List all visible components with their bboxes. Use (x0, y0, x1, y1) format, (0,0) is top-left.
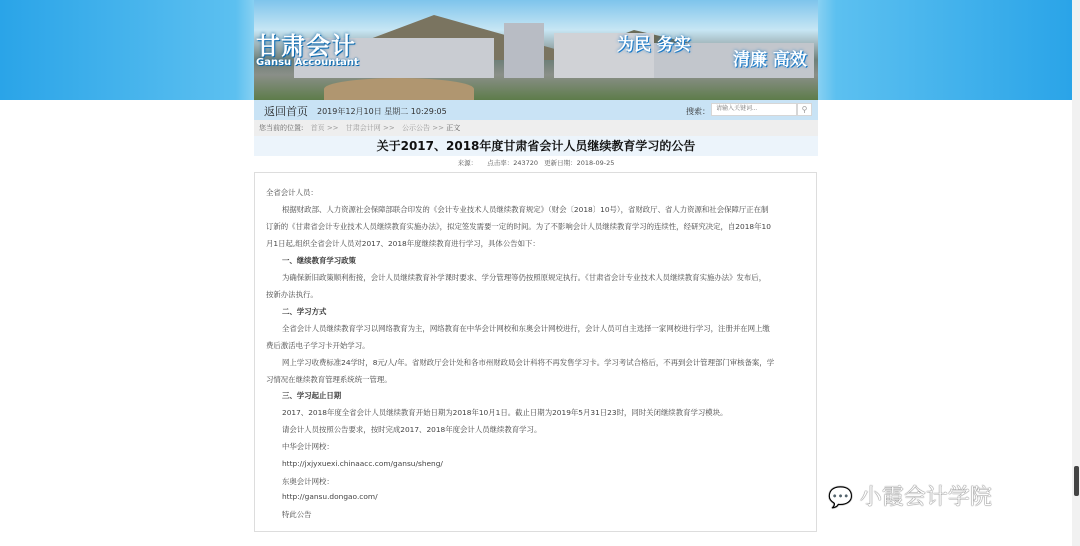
paragraph-line: 月1日起,组织全省会计人员对2017、2018年度继续教育进行学习，具体公告如下： (266, 239, 540, 248)
paragraph-line: 按新办法执行。 (266, 290, 318, 299)
scrollbar-thumb[interactable] (1074, 466, 1079, 496)
breadcrumb-prefix: 您当前的位置: (259, 124, 304, 132)
source: 来源： (457, 159, 478, 167)
paragraph-line: 中华会计网校： (282, 442, 334, 451)
article-title: 关于2017、2018年度甘肃省会计人员继续教育学习的公告 (254, 136, 818, 156)
dongao-link[interactable]: http://gansu.dongao.com/ (282, 492, 378, 501)
scrollbar[interactable] (1072, 0, 1080, 546)
update-date: 更新日期：2018-09-25 (544, 159, 615, 167)
search-input[interactable] (711, 103, 797, 116)
slogan-1: 为民 务实 (617, 35, 691, 55)
article-body (254, 172, 817, 532)
watermark (828, 480, 992, 511)
search-label: 搜索： (686, 107, 710, 116)
site-logo-en: Gansu Accountant (256, 57, 359, 68)
breadcrumb (254, 120, 818, 136)
site-logo[interactable]: 甘肃会计 (256, 32, 356, 60)
nav-bar (254, 100, 818, 120)
chinaacc-link[interactable]: http://jxjyxuexi.chinaacc.com/gansu/sheng/ (282, 459, 443, 468)
header-banner (0, 0, 1072, 100)
salutation: 全省会计人员： (266, 188, 318, 197)
magnifier-icon: ⚲ (801, 105, 808, 114)
paragraph-line: 2017、2018年度全省会计人员继续教育开始日期为2018年10月1日。截止日期为2019年5月31日23时，同时关闭继续教育学习模块。 (282, 408, 728, 417)
closing: 特此公告 (282, 510, 312, 519)
paragraph-line: 请会计人员按照公告要求，按时完成2017、2018年度会计人员继续教育学习。 (282, 425, 542, 434)
current-datetime: 2019年12月10日 星期二 10:29:05 (317, 107, 447, 116)
breadcrumb-home[interactable]: 首页 >> (310, 124, 339, 132)
breadcrumb-notices[interactable]: 公示公告 >> (402, 124, 444, 132)
paragraph-line: 费后激活电子学习卡开始学习。 (266, 341, 370, 350)
paragraph-line: 全省会计人员继续教育学习以网络教育为主，网络教育在中华会计网校和东奥会计网校进行，会计人员可自主选择一家网校进行学习，注册并在网上缴 (282, 324, 770, 333)
home-link[interactable]: 返回首页 (264, 105, 308, 118)
paragraph-line: 东奥会计网校： (282, 477, 334, 486)
watermark-text: 小霞会计学院 (859, 485, 992, 510)
section-heading: 二、学习方式 (282, 307, 327, 316)
paragraph-line: 为确保新旧政策顺利衔接，会计人员继续教育补学课时要求、学分管理等仍按照原规定执行。《甘肃省会计专业技术人员继续教育实施办法》发布后， (282, 273, 767, 282)
paragraph-line: 习情况在继续教育管理系统统一管理。 (266, 375, 392, 384)
section-heading: 一、继续教育学习政策 (282, 256, 356, 265)
paragraph-line: 订新的《甘肃省会计专业技术人员继续教育实施办法》，拟定签发需要一定的时间。为了不影响会计人员继续教育学习的连续性，经研究决定，自2018年10 (266, 222, 771, 231)
paragraph-line: 网上学习收费标准24学时，8元/人/年。省财政厅会计处和各市州财政局会计科将不再发售学习卡。学习考试合格后，不再到会计管理部门审核备案，学 (282, 358, 775, 367)
paragraph-line: 根据财政部、人力资源社会保障部联合印发的《会计专业技术人员继续教育规定》（财会〔2018〕10号），省财政厅、省人力资源和社会保障厅正在制 (282, 205, 769, 214)
search-button[interactable] (797, 103, 812, 116)
breadcrumb-current: 正文 (446, 124, 461, 132)
section-heading: 三、学习起止日期 (282, 391, 342, 400)
wechat-icon: 💬 (828, 485, 853, 509)
breadcrumb-site[interactable]: 甘肃会计网 >> (345, 124, 395, 132)
hit-count: 点击率：243720 (487, 159, 539, 167)
article-meta (254, 156, 818, 170)
slogan-2: 清廉 高效 (733, 50, 807, 70)
